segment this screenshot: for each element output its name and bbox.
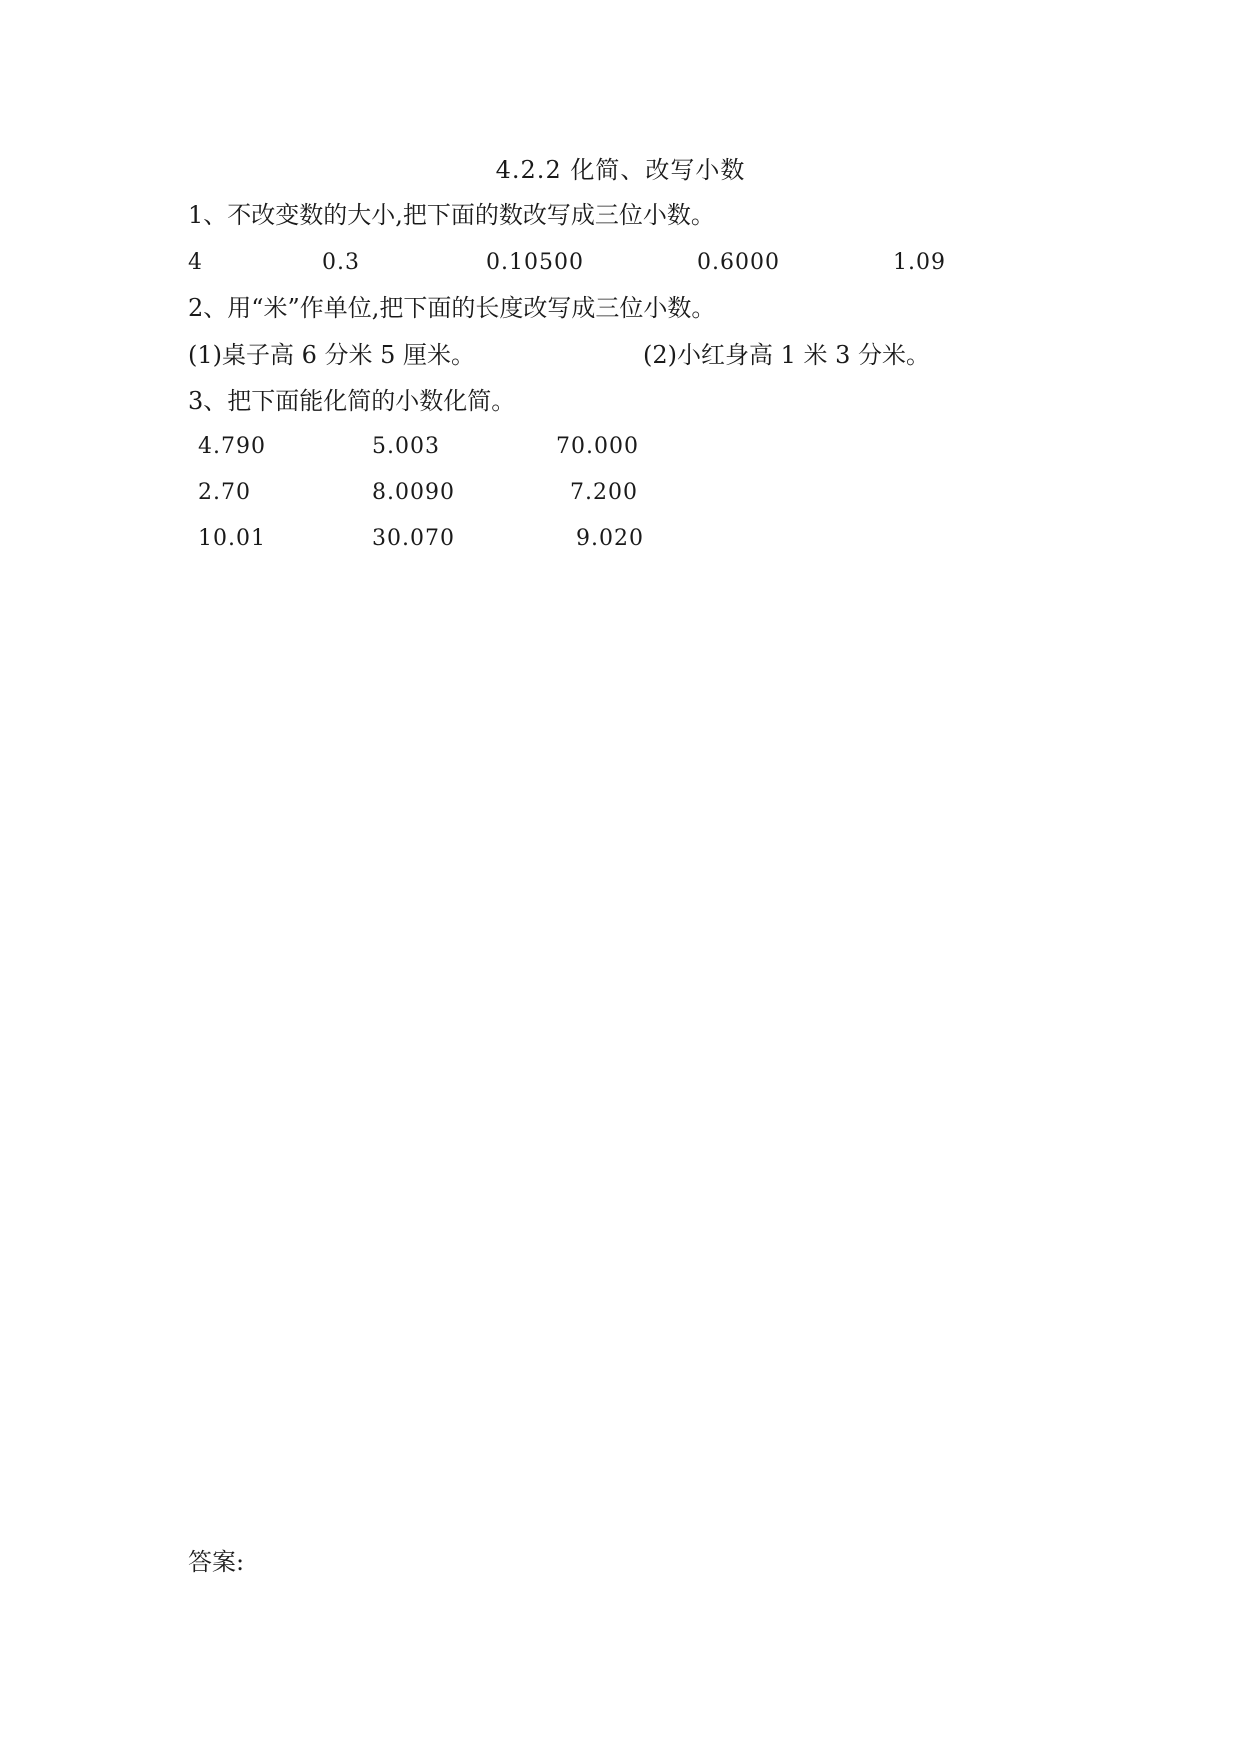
answer-label: 答案: xyxy=(188,1548,245,1576)
question-1-prompt: 1、不改变数的大小,把下面的数改写成三位小数。 xyxy=(188,201,715,229)
question-3-prompt: 3、把下面能化简的小数化简。 xyxy=(188,387,516,415)
q3-number: 7.200 xyxy=(570,480,638,505)
q1-number: 1.09 xyxy=(893,250,946,275)
q3-number: 30.070 xyxy=(372,526,455,551)
q3-number: 2.70 xyxy=(198,480,251,505)
q1-number: 0.6000 xyxy=(697,250,780,275)
question-2-prompt: 2、用“米”作单位,把下面的长度改写成三位小数。 xyxy=(188,294,716,322)
q1-number: 0.3 xyxy=(322,250,360,275)
q3-number: 70.000 xyxy=(556,434,639,459)
q3-number: 8.0090 xyxy=(372,480,455,505)
q3-number: 4.790 xyxy=(198,434,266,459)
q2-item-1: (1)桌子高 6 分米 5 厘米。 xyxy=(188,341,476,369)
worksheet-title: 4.2.2 化简、改写小数 xyxy=(495,156,746,184)
q3-number: 9.020 xyxy=(576,526,644,551)
q2-item-2: (2)小红身高 1 米 3 分米。 xyxy=(643,341,931,369)
q1-number: 4 xyxy=(188,250,203,275)
q3-number: 10.01 xyxy=(198,526,266,551)
q1-number: 0.10500 xyxy=(486,250,584,275)
q3-number: 5.003 xyxy=(372,434,440,459)
